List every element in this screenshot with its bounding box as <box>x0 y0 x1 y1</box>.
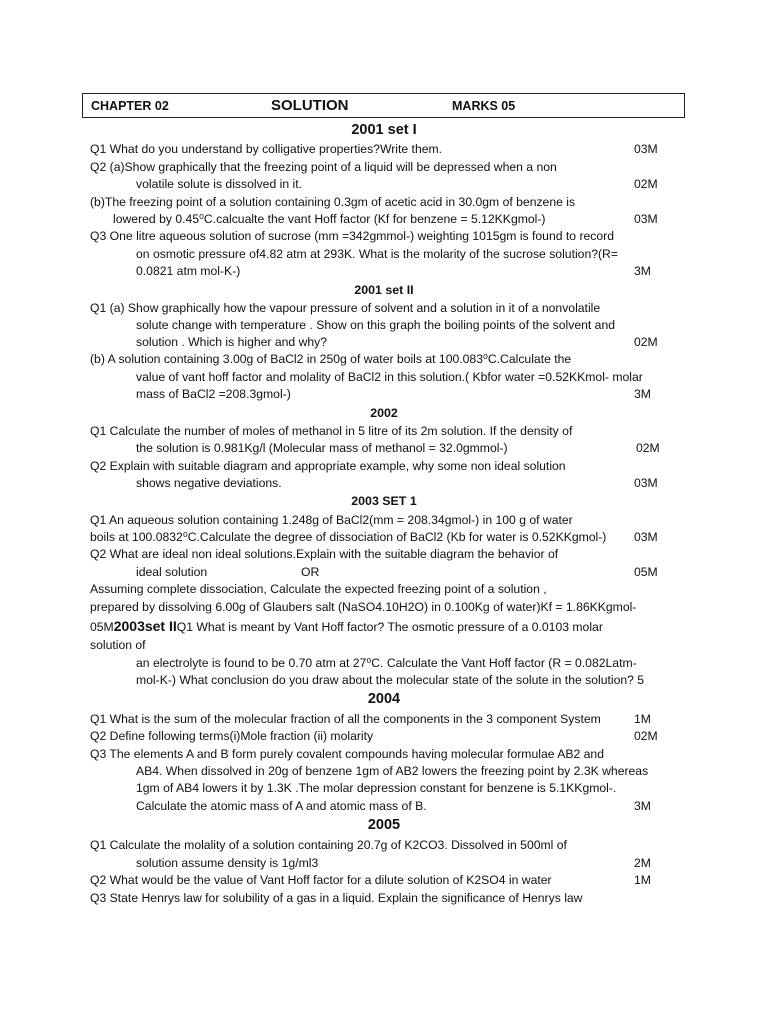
section-heading: 2002 <box>370 406 398 420</box>
question-line: AB4. When dissolved in 20g of benzene 1gm of AB2 lowers the freezing point by 2.3K whereas <box>136 764 649 778</box>
question-line: Q3 The elements A and B form purely covalent compounds having molecular formulae AB2 and <box>90 747 604 761</box>
section-heading: 2003 SET 1 <box>351 494 417 508</box>
question-line: Q3 One litre aqueous solution of sucrose (mm =342gmmol-) weighting 1015gm is found to record <box>90 229 614 243</box>
question-marks: 03M <box>634 212 658 226</box>
marks-label: MARKS 05 <box>452 99 516 113</box>
question-line: Q1 (a) Show graphically how the vapour pressure of solvent and a solution in it of a nonvolatile <box>90 301 601 315</box>
or-label: OR <box>301 565 320 579</box>
question-line: 1gm of AB4 lowers it by 1.3K .The molar depression constant for benzene is 5.1KKgmol-. <box>136 781 617 795</box>
question-marks: 05M <box>90 620 114 634</box>
question-marks: 1M <box>634 712 651 726</box>
question-line: value of vant hoff factor and molality of BaCl2 in this solution.( Kbfor water =0.52KKmol- molar <box>136 370 643 384</box>
section-heading-inline: 2003set II <box>113 618 177 634</box>
question-line: lowered by 0.45⁰C.calcualte the vant Hoff factor (Kf for benzene = 5.12KKgmol-) <box>113 212 546 226</box>
question-line: Q3 State Henrys law for solubility of a gas in a liquid. Explain the significance of Henrys law <box>90 891 583 905</box>
question-line <box>90 619 603 635</box>
question-line: mol-K-) What conclusion do you draw about the molecular state of the solute in the solution? 5 <box>136 673 645 687</box>
question-marks: 03M <box>634 142 658 156</box>
question-text: Q1 What is meant by Vant Hoff factor? The osmotic pressure of a 0.0103 molar <box>176 620 603 634</box>
question-line: (b) A solution containing 3.00g of BaCl2 in 250g of water boils at 100.083⁰C.Calculate the <box>90 352 572 366</box>
question-marks: 3M <box>634 264 651 278</box>
question-line: Q2 (a)Show graphically that the freezing point of a liquid will be depressed when a non <box>90 160 557 174</box>
question-marks: 02M <box>634 729 658 743</box>
chapter-label: CHAPTER 02 <box>91 99 169 113</box>
question-marks: 2M <box>634 856 651 870</box>
question-line: Q2 What would be the value of Vant Hoff factor for a dilute solution of K2SO4 in water <box>90 873 552 887</box>
question-marks: 02M <box>634 177 658 191</box>
question-line: Q1 An aqueous solution containing 1.248g of BaCl2(mm = 208.34gmol-) in 100 g of water <box>90 513 573 527</box>
question-marks: 05M <box>634 565 658 579</box>
question-line: the solution is 0.981Kg/l (Molecular mass of methanol = 32.0gmmol-) <box>136 441 508 455</box>
question-line: Assuming complete dissociation, Calculate the expected freezing point of a solution , <box>90 582 547 596</box>
question-marks: 02M <box>636 441 660 455</box>
section-heading: 2005 <box>367 817 401 833</box>
question-marks: 3M <box>634 799 651 813</box>
question-line: prepared by dissolving 6.00g of Glaubers salt (NaSO4.10H2O) in 0.100Kg of water)Kf = 1.86KKgmol- <box>90 600 637 614</box>
question-line: 0.0821 atm mol-K-) <box>136 264 241 278</box>
question-line: Q2 Define following terms(i)Mole fraction (ii) molarity <box>90 729 374 743</box>
question-line: shows negative deviations. <box>136 476 282 490</box>
chapter-title: SOLUTION <box>271 97 349 114</box>
question-line: Q1 What is the sum of the molecular fraction of all the components in the 3 component System <box>90 712 601 726</box>
chapter-header <box>82 93 685 118</box>
question-line: Calculate the atomic mass of A and atomic mass of B. <box>136 799 427 813</box>
question-marks: 1M <box>634 873 651 887</box>
question-line: Q1 What do you understand by colligative properties?Write them. <box>90 142 443 156</box>
question-line: Q1 Calculate the number of moles of methanol in 5 litre of its 2m solution. If the density of <box>90 424 573 438</box>
section-heading: 2004 <box>367 691 401 707</box>
question-line: on osmotic pressure of4.82 atm at 293K. What is the molarity of the sucrose solution?(R= <box>136 247 618 261</box>
question-line: solution . Which is higher and why? <box>136 335 328 349</box>
question-line: solute change with temperature . Show on this graph the boiling points of the solvent and <box>136 318 616 332</box>
question-line: mass of BaCl2 =208.3gmol-) <box>136 387 291 401</box>
question-line: volatile solute is dissolved in it. <box>136 177 302 191</box>
question-marks: 3M <box>634 387 651 401</box>
question-line: Q2 What are ideal non ideal solutions.Explain with the suitable diagram the behavior of <box>90 547 559 561</box>
question-line: ideal solution <box>136 565 208 579</box>
question-line: boils at 100.0832⁰C.Calculate the degree of dissociation of BaCl2 (Kb for water is 0.52KKgmol-) <box>90 530 607 544</box>
question-marks: 03M <box>634 530 658 544</box>
section-heading: 2001 set II <box>354 283 414 297</box>
question-line: solution assume density is 1g/ml3 <box>136 856 319 870</box>
section-heading: 2001 set I <box>351 122 417 138</box>
question-marks: 03M <box>634 476 658 490</box>
question-line: Q2 Explain with suitable diagram and appropriate example, why some non ideal solution <box>90 459 566 473</box>
question-line: solution of <box>90 638 146 652</box>
question-line: an electrolyte is found to be 0.70 atm at 27⁰C. Calculate the Vant Hoff factor (R = 0.082Latm- <box>136 656 637 670</box>
question-line: Q1 Calculate the molality of a solution containing 20.7g of K2CO3. Dissolved in 500ml of <box>90 838 567 852</box>
question-line: (b)The freezing point of a solution containing 0.3gm of acetic acid in 30.0gm of benzene is <box>90 195 576 209</box>
question-marks: 02M <box>634 335 658 349</box>
